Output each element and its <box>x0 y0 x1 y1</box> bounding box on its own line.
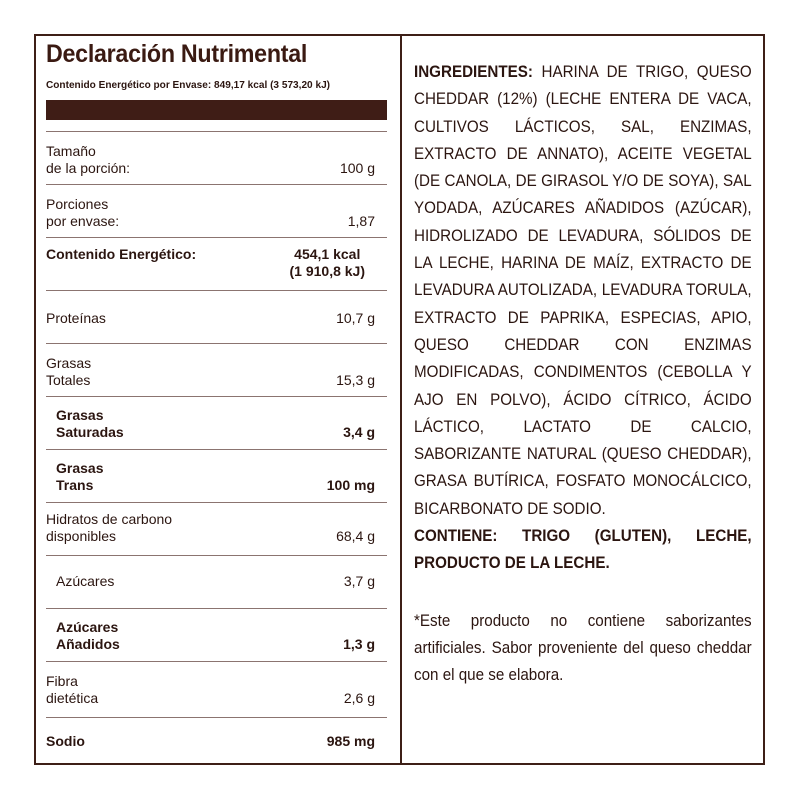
table-row <box>46 355 387 391</box>
table-rule <box>46 717 387 718</box>
row-value: 985 mg <box>326 733 375 749</box>
table-row <box>46 573 387 593</box>
row-label: Porciones por envase: <box>46 196 120 229</box>
table-rule <box>46 661 387 662</box>
table-rule <box>46 396 387 397</box>
row-value: 3,4 g <box>343 424 375 440</box>
row-label: Hidratos de carbono disponibles <box>46 511 173 544</box>
ingredients-heading: INGREDIENTES: <box>414 63 533 81</box>
panel-divider <box>400 34 402 765</box>
row-label: Sodio <box>46 733 85 749</box>
row-value: 68,4 g <box>336 528 375 544</box>
flavor-note: *Este producto no contiene saborizantes artificiales. Sabor proveniente del queso cheddar con el que se elabora. <box>414 611 752 685</box>
row-value: 100 g <box>339 160 375 176</box>
table-row <box>46 460 387 496</box>
table-rule <box>46 343 387 344</box>
row-label: Tamaño de la porción: <box>46 143 131 176</box>
ingredients-panel <box>414 59 752 690</box>
table-rule <box>46 237 387 238</box>
table-row <box>46 511 387 547</box>
table-rule <box>46 449 387 450</box>
table-row <box>46 733 387 753</box>
table-rule <box>46 290 387 291</box>
row-label: Azúcares <box>56 573 115 589</box>
table-row <box>46 246 387 282</box>
row-value: 10,7 g <box>336 310 375 326</box>
table-rule <box>46 608 387 609</box>
table-row <box>46 619 387 655</box>
row-label: Fibra dietética <box>46 673 99 706</box>
row-label: Contenido Energético: <box>46 246 197 262</box>
row-value: 1,87 <box>347 213 375 229</box>
header-bar <box>46 100 387 120</box>
table-row <box>46 143 387 179</box>
table-row <box>46 310 387 330</box>
row-label: Proteínas <box>46 310 106 326</box>
ingredients-text: HARINA DE TRIGO, QUESO CHEDDAR (12%) (LECHE ENTERA DE VACA, CULTIVOS LÁCTICOS, SAL, ENZIMAS, EXTRACTO DE ANNATO), ACEITE VEGETAL (DE CANOLA, DE GIRASOL Y/O DE SOYA), SAL YODADA, AZÚCARES AÑADIDOS (AZÚCAR), HIDROLIZADO DE LEVADURA, SÓLIDOS DE LA LECHE, HARINA DE MAÍZ, EXTRACTO DE LEVADURA AUTOLIZADA, LEVADURA TORULA, EXTRACTO DE PAPRIKA, ESPECIAS, APIO, QUESO CHEDDAR CON ENZIMAS MODIFICADAS, CONDIMENTOS (CEBOLLA Y AJO EN POLVO), ÁCIDO CÍTRICO, ÁCIDO LÁCTICO, LACTATO DE CALCIO, SABORIZANTE NATURAL (QUESO CHEDDAR), GRASA BUTÍRICA, FOSFATO MONOCÁLCICO, BICARBONATO DE SODIO. <box>414 63 752 518</box>
row-value: 3,7 g <box>343 573 375 589</box>
table-rule <box>46 502 387 503</box>
allergen-statement: CONTIENE: TRIGO (GLUTEN), LECHE, PRODUCTO DE LA LECHE. <box>414 527 752 573</box>
row-label: Grasas Totales <box>46 355 92 388</box>
row-label: Azúcares Añadidos <box>56 619 120 652</box>
table-row <box>46 407 387 443</box>
table-rule <box>46 555 387 556</box>
row-value: 15,3 g <box>336 372 375 388</box>
ingredients-paragraph <box>414 59 752 523</box>
row-value: 454,1 kcal (1 910,8 kJ) <box>289 246 365 279</box>
nutrition-title: Declaración Nutrimental <box>46 40 308 68</box>
row-label: Grasas Saturadas <box>56 407 124 440</box>
table-row <box>46 196 387 232</box>
table-row <box>46 673 387 709</box>
table-rule <box>46 184 387 185</box>
row-value: 1,3 g <box>343 636 375 652</box>
row-label: Grasas Trans <box>56 460 104 493</box>
row-value: 100 mg <box>326 477 375 493</box>
energy-per-package: Contenido Energético por Envase: 849,17 kcal (3 573,20 kJ) <box>46 79 331 91</box>
nutrition-panel <box>36 36 400 763</box>
row-value: 2,6 g <box>343 690 375 706</box>
table-rule <box>46 131 387 132</box>
